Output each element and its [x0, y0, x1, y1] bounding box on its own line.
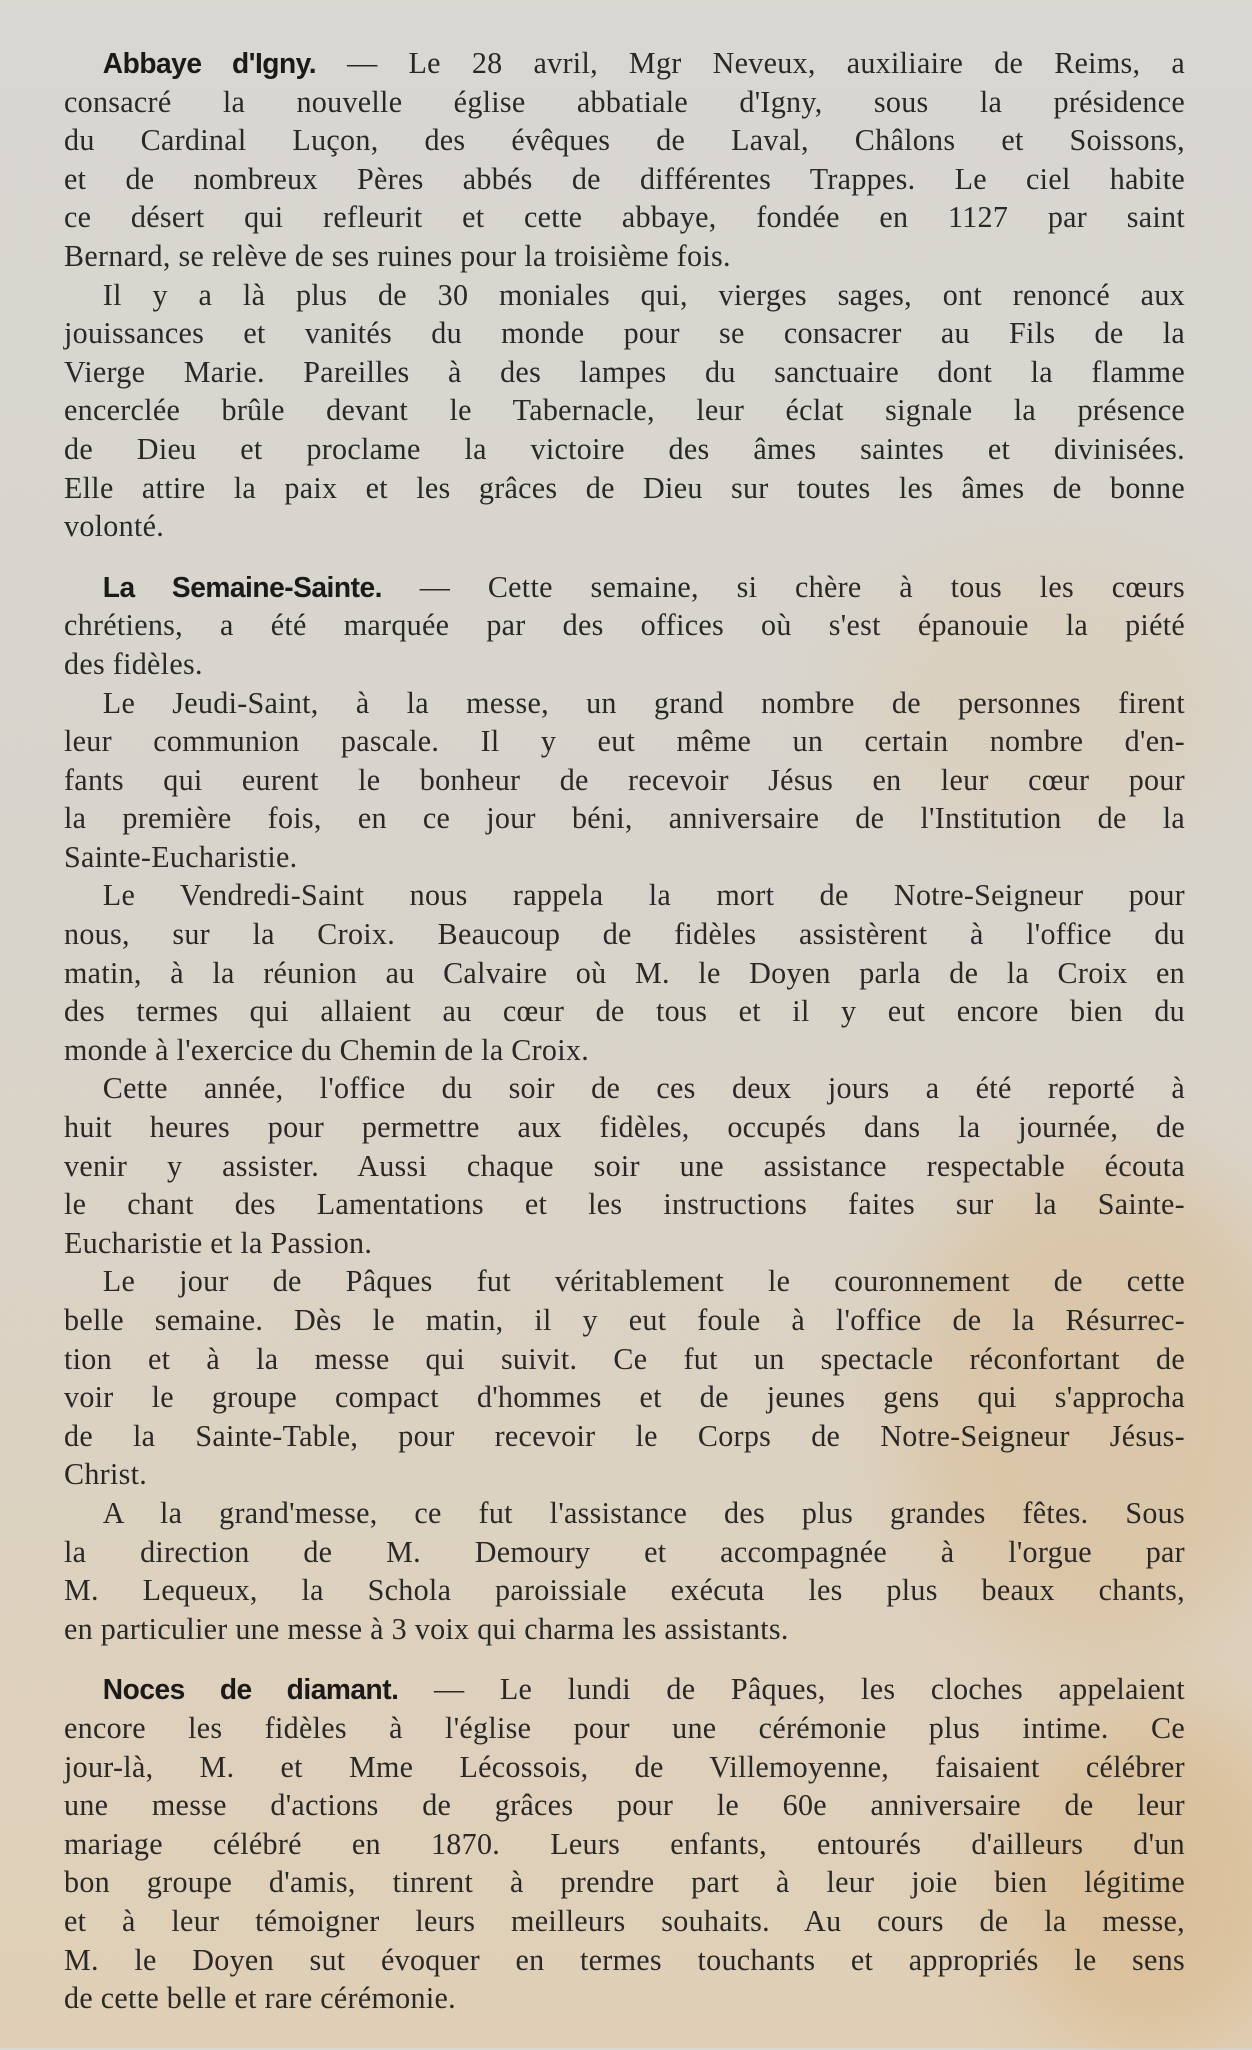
text-line: des termes qui allaient au cœur de tous et il y eut encore bien du [64, 993, 1185, 1029]
text-line: monde à l'exercice du Chemin de la Croix. [64, 1031, 590, 1067]
text-line: Eucharistie et la Passion. [64, 1224, 373, 1260]
text-line: nous, sur la Croix. Beaucoup de fidèles assistèrent à l'office du [64, 916, 1185, 952]
line-text: — Le 28 avril, Mgr Neveux, auxiliaire de Reims, a [347, 45, 1185, 80]
document-page [64, 44, 1186, 2040]
text-line: Christ. [64, 1456, 148, 1492]
text-line: de Dieu et proclame la victoire des âmes saintes et divinisées. [64, 430, 1185, 466]
text-line: Sainte-Eucharistie. [64, 838, 298, 874]
text-line: M. Lequeux, la Schola paroissiale exécuta les plus beaux chants, [64, 1572, 1185, 1608]
text-line: Le Jeudi-Saint, à la messe, un grand nombre de personnes firent [102, 684, 1185, 720]
text-line: de cette belle et rare cérémonie. [64, 1980, 456, 2016]
text-line: une messe d'actions de grâces pour le 60e anniversaire de leur [64, 1787, 1185, 1823]
text-line: du Cardinal Luçon, des évêques de Laval, Châlons et Soissons, [64, 122, 1185, 158]
text-line: le chant des Lamentations et les instructions faites sur la Sainte- [64, 1186, 1185, 1222]
text-line: encore les fidèles à l'église pour une cérémonie plus intime. Ce [64, 1709, 1185, 1745]
section-heading: Noces de diamant. [102, 1674, 399, 1707]
text-line: belle semaine. Dès le matin, il y eut foule à l'office de la Résurrec- [64, 1302, 1185, 1337]
text-line [64, 44, 1185, 83]
article-section [64, 44, 1186, 546]
line-text: — Cette semaine, si chère à tous les cœurs [419, 568, 1185, 604]
text-line: fants qui eurent le bonheur de recevoir Jésus en leur cœur pour [64, 761, 1185, 797]
text-line: Le Vendredi-Saint nous rappela la mort de Notre-Seigneur pour [102, 877, 1185, 913]
text-line [64, 568, 1185, 607]
text-line: consacré la nouvelle église abbatiale d'Igny, sous la présidence [64, 83, 1185, 119]
text-line: mariage célébré en 1870. Leurs enfants, entourés d'ailleurs d'un [64, 1825, 1185, 1861]
text-line: jouissances et vanités du monde pour se consacrer au Fils de la [64, 315, 1185, 351]
text-line: encerclée brûle devant le Tabernacle, leur éclat signale la présence [64, 392, 1185, 428]
text-line: Cette année, l'office du soir de ces deux jours a été reporté à [102, 1070, 1185, 1106]
text-line: Le jour de Pâques fut véritablement le couronnement de cette [102, 1263, 1185, 1299]
text-line: voir le groupe compact d'hommes et de jeunes gens qui s'approcha [64, 1379, 1185, 1415]
text-line: ce désert qui refleurit et cette abbaye, fondée en 1127 par saint [64, 199, 1185, 235]
text-line: A la grand'messe, ce fut l'assistance des plus grandes fêtes. Sous [102, 1494, 1185, 1530]
text-line: M. le Doyen sut évoquer en termes touchants et appropriés le sens [64, 1941, 1185, 1977]
text-line: Bernard, se relève de ses ruines pour la troisième fois. [64, 237, 731, 273]
text-line: et de nombreux Pères abbés de différentes Trappes. Le ciel habite [64, 160, 1185, 196]
text-line: volonté. [64, 508, 165, 544]
text-line: venir y assister. Aussi chaque soir une assistance respectable écouta [64, 1147, 1185, 1183]
text-line: de la Sainte-Table, pour recevoir le Corps de Notre-Seigneur Jésus- [64, 1417, 1185, 1453]
text-line: leur communion pascale. Il y eut même un certain nombre d'en- [64, 723, 1185, 759]
text-line: Elle attire la paix et les grâces de Dieu sur toutes les âmes de bonne [64, 469, 1185, 505]
text-line [64, 1670, 1185, 1709]
section-heading: Abbaye d'Igny. [102, 48, 317, 80]
article-section [64, 1670, 1186, 2017]
text-line: des fidèles. [64, 645, 203, 681]
section-heading: La Semaine-Sainte. [102, 571, 382, 604]
text-line: en particulier une messe à 3 voix qui charma les assistants. [64, 1610, 789, 1646]
article-section [64, 568, 1186, 1649]
text-line: matin, à la réunion au Calvaire où M. le Doyen parla de la Croix en [64, 954, 1185, 990]
text-line: la direction de M. Demoury et accompagnée à l'orgue par [64, 1533, 1185, 1569]
text-line: chrétiens, a été marquée par des offices où s'est épanouie la piété [64, 607, 1185, 643]
text-line: jour-là, M. et Mme Lécossois, de Villemoyenne, faisaient célébrer [64, 1748, 1185, 1784]
text-line: tion et à la messe qui suivit. Ce fut un spectacle réconfortant de [64, 1340, 1185, 1376]
text-line: bon groupe d'amis, tinrent à prendre part à leur joie bien légitime [64, 1864, 1185, 1900]
line-text: — Le lundi de Pâques, les cloches appelaient [433, 1671, 1185, 1707]
text-line: et à leur témoigner leurs meilleurs souhaits. Au cours de la messe, [64, 1902, 1185, 1938]
text-line: Il y a là plus de 30 moniales qui, vierges sages, ont renoncé aux [102, 276, 1185, 312]
text-line: la première fois, en ce jour béni, anniversaire de l'Institution de la [64, 800, 1185, 836]
text-line: huit heures pour permettre aux fidèles, occupés dans la journée, de [64, 1109, 1185, 1145]
text-line: Vierge Marie. Pareilles à des lampes du sanctuaire dont la flamme [64, 353, 1185, 389]
